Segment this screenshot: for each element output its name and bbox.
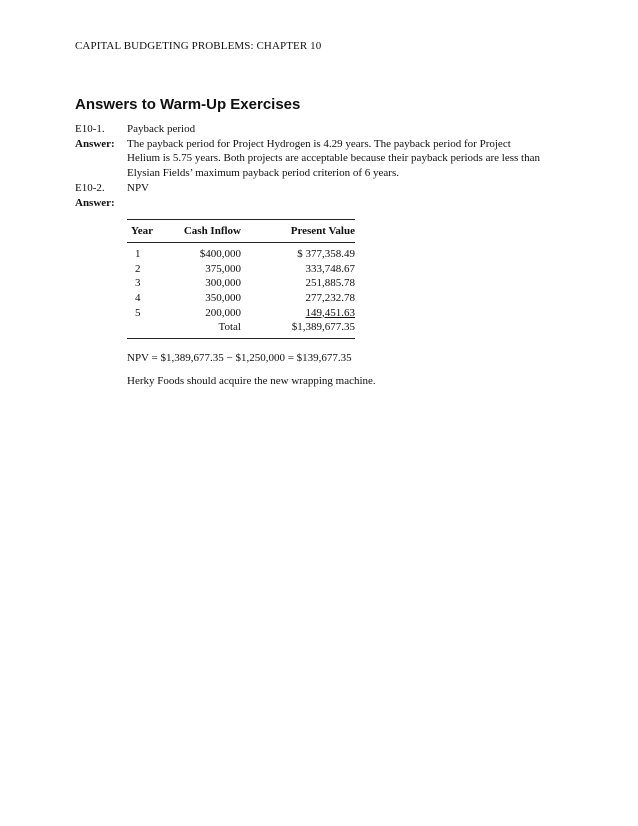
header-cash-inflow: Cash Inflow xyxy=(183,225,241,237)
table-header-row xyxy=(127,220,355,243)
table-row xyxy=(127,306,355,321)
table-row xyxy=(127,276,355,291)
table-row xyxy=(127,291,355,306)
header-present-value: Present Value xyxy=(290,225,355,237)
exercise-topic: Payback period xyxy=(127,123,196,135)
cell-present-value: $ 377,358.49 xyxy=(297,248,355,260)
cell-year: 2 xyxy=(135,262,141,275)
npv-table xyxy=(127,219,355,339)
answer-line: Elysian Fields’ maximum payback period criterion of 6 years. xyxy=(127,166,399,179)
conclusion-text: Herky Foods should acquire the new wrapping machine. xyxy=(127,375,376,387)
exercise-number: E10-1. xyxy=(75,123,105,135)
cell-cash-inflow: 300,000 xyxy=(205,277,241,290)
cell-present-value: 277,232.78 xyxy=(305,292,355,305)
cell-year: 1 xyxy=(135,248,141,260)
npv-equation: NPV = $1,389,677.35 − $1,250,000 = $139,677.35 xyxy=(127,352,352,364)
total-value: $1,389,677.35 xyxy=(291,321,355,334)
exercise-number: E10-2. xyxy=(75,182,105,194)
cell-cash-inflow: 350,000 xyxy=(205,292,241,305)
table-row xyxy=(127,247,355,262)
cell-cash-inflow: $400,000 xyxy=(199,248,241,260)
exercise-e10-2 xyxy=(75,181,575,210)
answer-line: Helium is 5.75 years. Both projects are acceptable because their payback periods are less than xyxy=(127,152,540,164)
table-row xyxy=(127,262,355,277)
header-year: Year xyxy=(131,225,153,237)
table-total-row xyxy=(127,320,355,335)
cell-year: 5 xyxy=(135,306,141,319)
answer-label: Answer: xyxy=(75,137,115,150)
answer-label: Answer: xyxy=(75,196,115,209)
exercise-e10-1 xyxy=(75,122,575,180)
cell-present-value: 333,748.67 xyxy=(305,262,355,275)
section-title: Answers to Warm-Up Exercises xyxy=(75,96,301,113)
table-body xyxy=(127,243,355,335)
exercise-topic: NPV xyxy=(127,182,150,194)
total-label: Total xyxy=(218,321,241,334)
cell-cash-inflow: 200,000 xyxy=(205,306,241,319)
cell-year: 4 xyxy=(135,292,141,305)
answer-line: The payback period for Project Hydrogen is 4.29 years. The payback period for Project xyxy=(127,137,511,150)
cell-present-value: 251,885.78 xyxy=(305,277,355,290)
cell-cash-inflow: 375,000 xyxy=(205,262,241,275)
answer-text xyxy=(127,137,575,181)
underlined-value: 149,451.63 xyxy=(305,306,355,319)
running-header: CAPITAL BUDGETING PROBLEMS: CHAPTER 10 xyxy=(75,40,322,52)
table-bottom-rule xyxy=(127,338,355,339)
cell-year: 3 xyxy=(135,277,141,290)
cell-present-value xyxy=(241,306,355,321)
